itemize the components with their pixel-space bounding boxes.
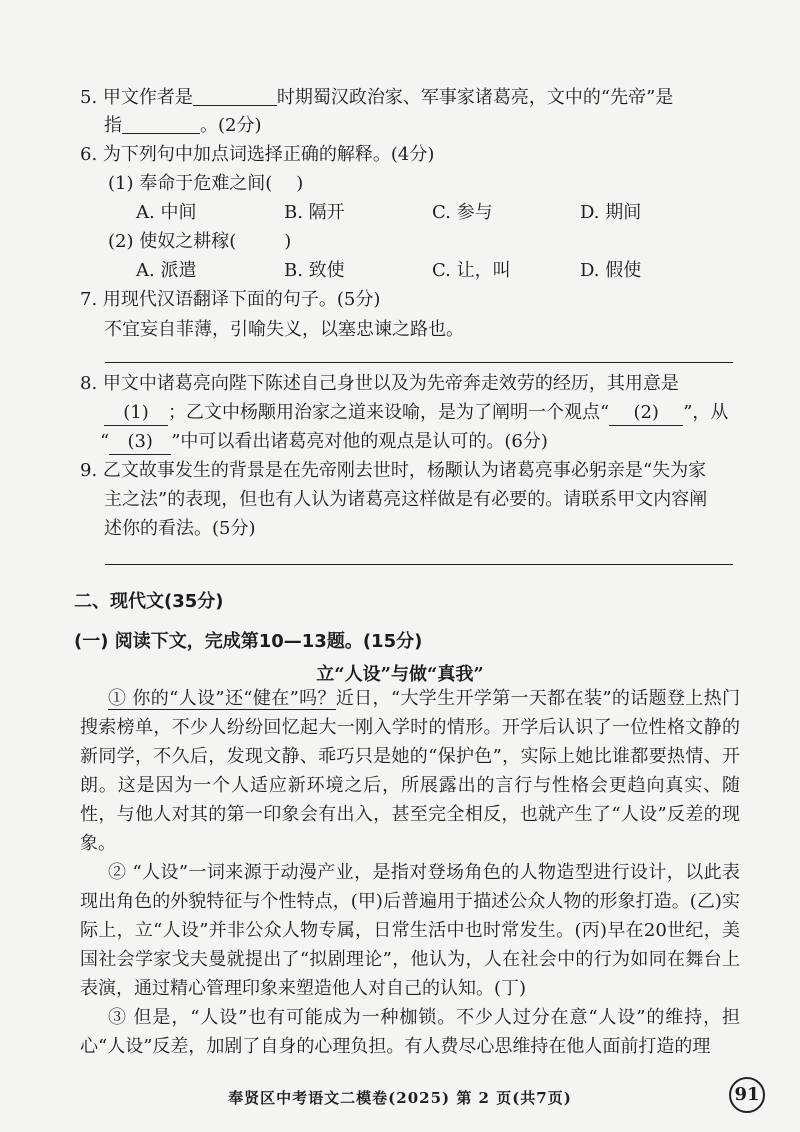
article-title: 立“人设”与做“真我” — [316, 664, 484, 685]
p1-underlined-opening: ① 你的“人设”还“健在”吗？ — [108, 688, 336, 709]
question-9-line-3: 述你的看法。(5分) — [104, 518, 256, 539]
section-heading: 二、现代文(35分) — [74, 591, 224, 612]
q6-1-option-a[interactable]: A. 中间 — [136, 202, 197, 223]
q5-text-a: 5. 甲文作者是 — [80, 87, 193, 108]
q6-1-option-c[interactable]: C. 参与 — [432, 202, 493, 223]
q6-2-option-d[interactable]: D. 假使 — [580, 260, 642, 281]
reading-instruction: (一) 阅读下文，完成第10—13题。(15分) — [74, 631, 423, 652]
question-5-line-1 — [80, 86, 673, 110]
question-7-sentence: 不宜妄自菲薄，引喻失义，以塞忠谏之路也。 — [104, 319, 464, 340]
p1-rest: 近日，“大学生开学第一天都在装”的话题登上热门搜索榜单，不少人纷纷回忆起大一刚入学时的情形。开学后认识了一位性格文静的新同学，不久后，发现文静、乖巧只是她的“保护色”，实际上她比谁都要热情、开朗。这是因为一个人适应新环境之后，所展露出的言行与性格会更趋向真实、随性，与他人对其的第一印象会有出入，甚至完全相反，也就产生了“人设”反差的现象。 — [80, 688, 740, 854]
q8-quote-open: “ — [100, 431, 110, 452]
q6-sub1-text: (1) 奉命于危难之间( — [108, 173, 273, 194]
q6-1-option-b[interactable]: B. 隔开 — [284, 202, 345, 223]
page-badge: 91 — [729, 1077, 765, 1113]
q5-text-c: 指 — [104, 115, 122, 136]
question-8-line-2 — [104, 401, 728, 426]
q5-text-d: 。(2分) — [200, 115, 262, 136]
q6-2-option-c[interactable]: C. 让，叫 — [432, 260, 511, 281]
article-paragraph-2: ② “人设”一词来源于动漫产业，是指对登场角色的人物造型进行设计，以此表现出角色的外貌特征与个性特点，(甲)后普遍用于描述公众人物的形象打造。(乙)实际上，立“人设”并非公众人物专属，日常生活中也时常发生。(丙)早在20世纪，美国社会学家戈夫曼就提出了“拟剧理论”，他认为，人在社会中的行为如同在舞台上表演，通过精心管理印象来塑造他人对自己的认知。(丁) — [80, 862, 740, 999]
question-9-line-1: 9. 乙文故事发生的背景是在先帝刚去世时，杨颙认为诸葛亮事必躬亲是“失为家 — [80, 460, 707, 481]
q6-1-option-d[interactable]: D. 期间 — [580, 202, 642, 223]
q6-sub2-text: (2) 使奴之耕稼( — [108, 231, 237, 252]
q8-blank-1[interactable]: (1) — [104, 401, 168, 426]
q5-blank-2[interactable] — [122, 115, 200, 134]
q6-sub1-close: ) — [296, 173, 304, 194]
question-6-sub-1 — [108, 172, 303, 196]
q6-2-option-a[interactable]: A. 派遣 — [136, 260, 197, 281]
article-paragraph-3: ③ 但是，“人设”也有可能成为一种枷锁。不少人过分在意“人设”的维持，担心“人设”反差，加剧了自身的心理负担。有人费尽心思维持在他人面前打造的理 — [80, 1007, 740, 1057]
q9-answer-line[interactable] — [105, 564, 733, 565]
question-9-line-2: 主之法”的表现，但也有人认为诸葛亮这样做是有必要的。请联系甲文内容阐 — [104, 489, 708, 510]
question-7-stem: 7. 用现代汉语翻译下面的句子。(5分) — [80, 289, 381, 310]
q5-text-b: 时期蜀汉政治家、军事家诸葛亮，文中的“先帝”是 — [276, 87, 674, 108]
page-footer: 奉贤区中考语文二模卷(2025) 第 2 页(共7页) — [228, 1089, 572, 1107]
article-paragraph-1 — [80, 684, 740, 858]
q7-answer-line[interactable] — [105, 362, 733, 363]
q8-blank-3[interactable]: (3) — [109, 430, 171, 455]
question-5-line-2 — [104, 114, 262, 138]
q8-text-mid: ；乙文中杨颙用治家之道来设喻，是为了阐明一个观点“ — [168, 402, 610, 423]
q6-2-option-b[interactable]: B. 致使 — [284, 260, 345, 281]
question-6-stem: 6. 为下列句中加点词选择正确的解释。(4分) — [80, 144, 435, 165]
q6-sub2-close: ) — [284, 231, 292, 252]
q8-text-end: ”，从 — [683, 402, 729, 423]
q8-text-tail: ”中可以看出诸葛亮对他的观点是认可的。(6分) — [171, 431, 548, 452]
question-6-sub-2 — [108, 230, 291, 254]
question-8-line-1: 8. 甲文中诸葛亮向陛下陈述自己身世以及为先帝奔走效劳的经历，其用意是 — [80, 373, 679, 394]
question-8-line-3 — [100, 430, 548, 455]
q5-blank-1[interactable] — [193, 87, 277, 106]
q8-blank-2[interactable]: (2) — [609, 401, 683, 426]
